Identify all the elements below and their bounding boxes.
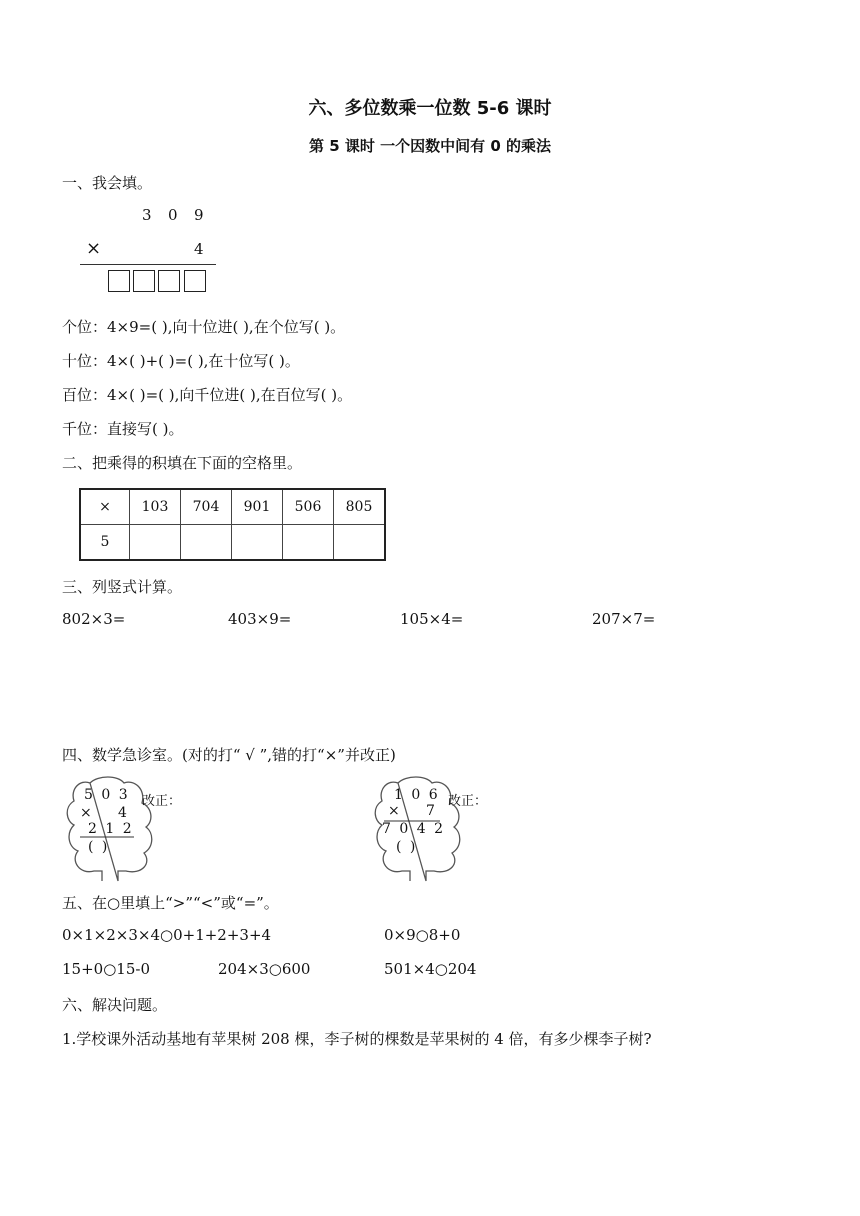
problem-2: 403×9= — [228, 610, 292, 628]
tree-top-number: 1 0 6 — [394, 787, 440, 803]
compare-item-5: 501×4○204 — [384, 960, 477, 978]
thousands-place-line: 千位：直接写( )。 — [62, 420, 184, 438]
fix-label: 改正： — [142, 794, 182, 809]
top-digit-hundreds: 3 — [142, 206, 152, 224]
table-cell: 103 — [130, 489, 181, 525]
table-cell: 805 — [334, 489, 386, 525]
answer-box-hundreds[interactable] — [133, 270, 155, 292]
table-cell: 704 — [181, 489, 232, 525]
tree-answer-paren[interactable]: ( ) — [396, 839, 418, 855]
table-cell: 901 — [232, 489, 283, 525]
multiplier-digit: 4 — [194, 240, 204, 258]
ones-place-line: 个位：4×9=( ),向十位进( ),在个位写( )。 — [62, 318, 346, 336]
section4-heading: 四、数学急诊室。(对的打“ √ ”,错的打“×”并改正) — [62, 746, 396, 764]
top-digit-tens: 0 — [168, 206, 178, 224]
table-header-row — [80, 489, 385, 525]
tree-times-sign: × — [80, 805, 94, 821]
compare-item-4: 204×3○600 — [218, 960, 311, 978]
compare-item-1: 0×1×2×3×4○0+1+2+3+4 — [62, 926, 272, 944]
tens-place-line: 十位：4×( )+( )=( ),在十位写( )。 — [62, 352, 300, 370]
tree-result: 7 0 4 2 — [382, 821, 445, 837]
answer-cell[interactable] — [181, 525, 232, 561]
lesson-subtitle: 第 5 课时 一个因数中间有 0 的乘法 — [309, 137, 551, 155]
hundreds-place-line: 百位：4×( )=( ),向千位进( ),在百位写( )。 — [62, 386, 353, 404]
tree-problem-2 — [370, 775, 510, 885]
result-bar — [80, 264, 216, 265]
tree-multiplier: 4 — [118, 805, 129, 821]
word-problem-1: 1.学校课外活动基地有苹果树 208 棵，李子树的棵数是苹果树的 4 倍，有多少棵李子树? — [62, 1030, 652, 1048]
answer-cell[interactable] — [232, 525, 283, 561]
answer-cell[interactable] — [334, 525, 386, 561]
tree-top-number: 5 0 3 — [84, 787, 130, 803]
answer-box-tens[interactable] — [158, 270, 180, 292]
product-table — [79, 488, 386, 561]
answer-cell[interactable] — [283, 525, 334, 561]
tree-result: 2 1 2 — [88, 821, 134, 837]
compare-item-3: 15+0○15-0 — [62, 960, 150, 978]
tree-answer-paren[interactable]: ( ) — [88, 839, 110, 855]
times-sign: × — [86, 238, 102, 259]
problem-4: 207×7= — [592, 610, 656, 628]
answer-box-ones[interactable] — [184, 270, 206, 292]
tree-problem-1 — [62, 775, 202, 885]
table-cell: 5 — [80, 525, 130, 561]
section5-heading: 五、在○里填上“>”“<”或“=”。 — [62, 894, 279, 912]
page-title: 六、多位数乘一位数 5-6 课时 — [308, 98, 552, 119]
fix-label: 改正： — [448, 794, 488, 809]
tree-times-sign: × — [388, 803, 402, 819]
tree-multiplier: 7 — [426, 803, 437, 819]
table-row — [80, 525, 385, 561]
section2-heading: 二、把乘得的积填在下面的空格里。 — [62, 454, 303, 472]
section1-heading: 一、我会填。 — [62, 174, 153, 192]
section3-heading: 三、列竖式计算。 — [62, 578, 183, 596]
section6-heading: 六、解决问题。 — [62, 996, 168, 1014]
top-digit-ones: 9 — [194, 206, 204, 224]
answer-cell[interactable] — [130, 525, 181, 561]
table-cell: × — [80, 489, 130, 525]
problem-3: 105×4= — [400, 610, 464, 628]
answer-box-thousands[interactable] — [108, 270, 130, 292]
compare-item-2: 0×9○8+0 — [384, 926, 461, 944]
vertical-multiplication-figure — [80, 204, 230, 296]
table-cell: 506 — [283, 489, 334, 525]
problem-1: 802×3= — [62, 610, 126, 628]
